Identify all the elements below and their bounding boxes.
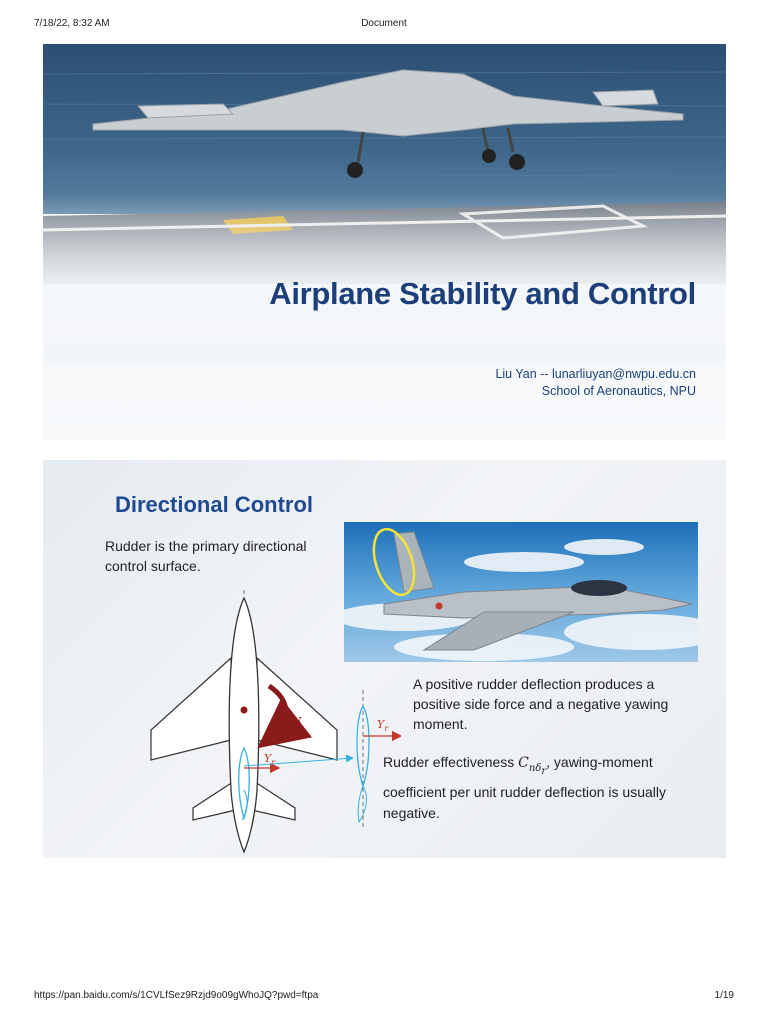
effectiveness-symbol — [518, 755, 547, 777]
print-url: https://pan.baidu.com/s/1CVLfSez9Rzjd9o09gWhoJQ?pwd=ftpa — [34, 990, 319, 1001]
effectiveness-prefix: Rudder effectiveness — [383, 754, 515, 770]
print-datetime: 7/18/22, 8:32 AM — [34, 18, 110, 29]
author-block — [495, 366, 696, 400]
right-tailplane — [252, 780, 295, 820]
print-doc-title: Document — [361, 18, 407, 29]
author-line: Liu Yan -- lunarliuyan@nwpu.edu.cn — [495, 367, 696, 381]
fuselage — [229, 598, 259, 852]
right-wing — [257, 658, 337, 760]
rudder-effectiveness-text — [383, 752, 713, 824]
title-slide — [43, 44, 726, 440]
print-header — [34, 18, 734, 32]
symbol-sub: nδ — [528, 762, 542, 774]
left-tailplane — [193, 780, 236, 820]
effectiveness-suffix: , yawing-moment coefficient per unit rudder deflection is usually negative. — [383, 754, 667, 821]
hero-aircraft-carrier-image — [43, 44, 726, 364]
print-footer — [34, 990, 734, 1004]
rudder-deflection-text: A positive rudder deflection produces a positive side force and a negative yawing moment. — [413, 676, 669, 732]
presentation-title: Airplane Stability and Control — [269, 276, 696, 311]
sideforce-label-2: $Y_r$ — [377, 718, 389, 733]
intro-text: Rudder is the primary directional control surface. — [105, 538, 307, 574]
symbol-subsub: r — [541, 765, 547, 777]
symbol-main: C — [518, 755, 529, 771]
moment-label: −N — [281, 715, 302, 729]
slide-title: Directional Control — [115, 492, 314, 517]
detail-connector-arrow — [244, 758, 353, 766]
rudder-force-diagram — [101, 590, 401, 858]
left-wing — [151, 658, 231, 760]
center-of-gravity — [241, 707, 248, 714]
directional-control-slide — [43, 460, 726, 858]
detail-rudder-deflected — [358, 786, 366, 822]
sideforce-label-1: $Y_r$ — [264, 752, 276, 767]
print-page-number: 1/19 — [714, 990, 734, 1001]
school-line: School of Aeronautics, NPU — [541, 384, 696, 398]
